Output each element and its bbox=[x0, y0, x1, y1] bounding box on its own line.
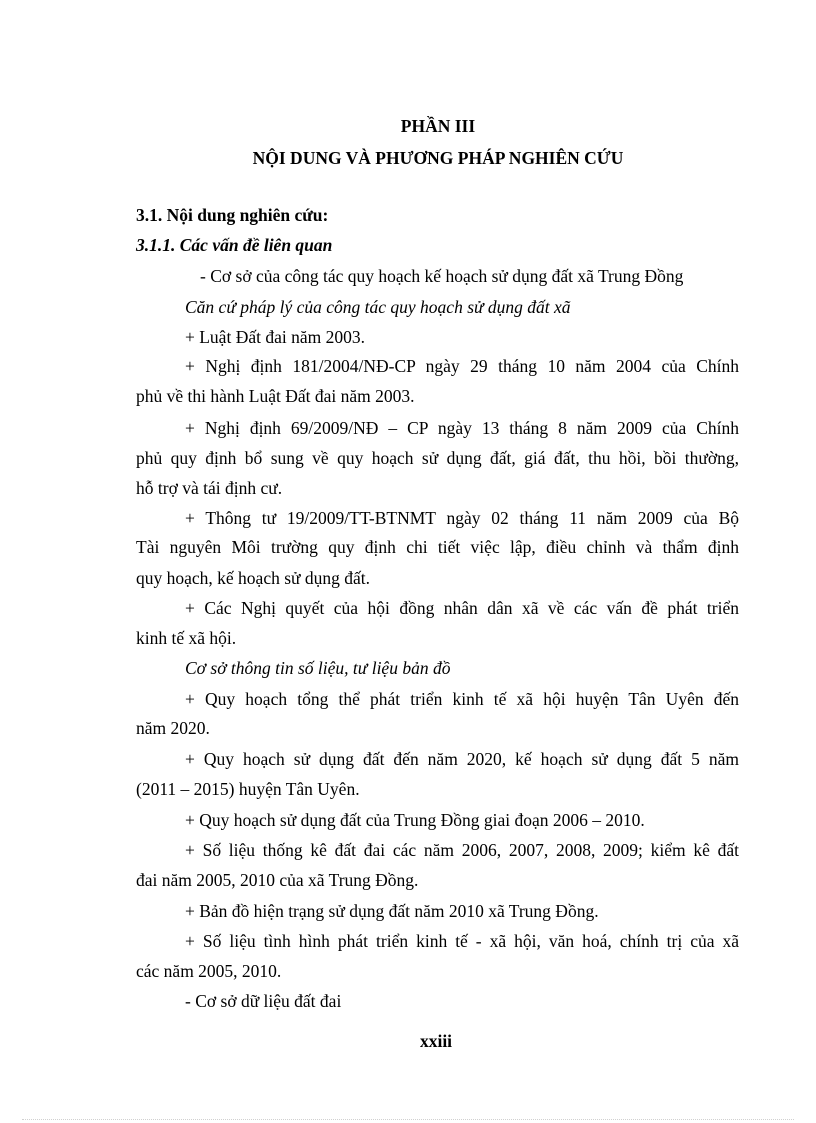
paragraph-line: + Nghị định 69/2009/NĐ – CP ngày 13 tháng 8 năm 2009 của Chính bbox=[185, 418, 739, 438]
paragraph-line: + Quy hoạch sử dụng đất của Trung Đồng giai đoạn 2006 – 2010. bbox=[185, 810, 645, 830]
paragraph-line: phủ về thi hành Luật Đất đai năm 2003. bbox=[136, 386, 415, 406]
paragraph-line: - Cơ sở của công tác quy hoạch kế hoạch sử dụng đất xã Trung Đồng bbox=[200, 266, 684, 286]
paragraph-line: đai năm 2005, 2010 của xã Trung Đồng. bbox=[136, 870, 419, 890]
italic-subheading: Căn cứ pháp lý của công tác quy hoạch sử dụng đất xã bbox=[185, 297, 571, 317]
page-number: xxiii bbox=[419, 1031, 453, 1051]
chapter-title: NỘI DUNG VÀ PHƯƠNG PHÁP NGHIÊN CỨU bbox=[252, 148, 624, 168]
subsection-heading: 3.1.1. Các vấn đề liên quan bbox=[136, 235, 333, 255]
paragraph-line: + Luật Đất đai năm 2003. bbox=[185, 327, 365, 347]
paragraph-line: (2011 – 2015) huyện Tân Uyên. bbox=[136, 779, 360, 799]
part-label: PHẦN III bbox=[400, 116, 476, 136]
page-bottom-rule bbox=[22, 1119, 794, 1120]
paragraph-line: + Quy hoạch tổng thể phát triển kinh tế xã hội huyện Tân Uyên đến bbox=[185, 689, 739, 709]
paragraph-line: + Các Nghị quyết của hội đồng nhân dân xã về các vấn đề phát triển bbox=[185, 598, 739, 618]
paragraph-line: + Thông tư 19/2009/TT-BTNMT ngày 02 tháng 11 năm 2009 của Bộ bbox=[185, 508, 739, 528]
italic-subheading: Cơ sở thông tin số liệu, tư liệu bản đồ bbox=[185, 658, 451, 678]
paragraph-line: + Số liệu tình hình phát triển kinh tế - xã hội, văn hoá, chính trị của xã bbox=[185, 931, 739, 951]
paragraph-line: kinh tế xã hội. bbox=[136, 628, 237, 648]
paragraph-line: phủ quy định bổ sung về quy hoạch sử dụng đất, giá đất, thu hồi, bồi thường, bbox=[136, 448, 739, 468]
paragraph-line: hỗ trợ và tái định cư. bbox=[136, 478, 283, 498]
paragraph-line: + Bản đồ hiện trạng sử dụng đất năm 2010 xã Trung Đồng. bbox=[185, 901, 599, 921]
paragraph-line: + Quy hoạch sử dụng đất đến năm 2020, kế hoạch sử dụng đất 5 năm bbox=[185, 749, 739, 769]
paragraph-line: + Số liệu thống kê đất đai các năm 2006, 2007, 2008, 2009; kiểm kê đất bbox=[185, 840, 739, 860]
paragraph-line: năm 2020. bbox=[136, 718, 210, 738]
paragraph-line: quy hoạch, kế hoạch sử dụng đất. bbox=[136, 568, 371, 588]
paragraph-line: Tài nguyên Môi trường quy định chi tiết việc lập, điều chỉnh và thẩm định bbox=[136, 537, 739, 557]
paragraph-line: các năm 2005, 2010. bbox=[136, 961, 282, 981]
paragraph-line: + Nghị định 181/2004/NĐ-CP ngày 29 tháng 10 năm 2004 của Chính bbox=[185, 356, 739, 376]
paragraph-line: - Cơ sở dữ liệu đất đai bbox=[185, 991, 342, 1011]
section-heading: 3.1. Nội dung nghiên cứu: bbox=[136, 205, 329, 225]
